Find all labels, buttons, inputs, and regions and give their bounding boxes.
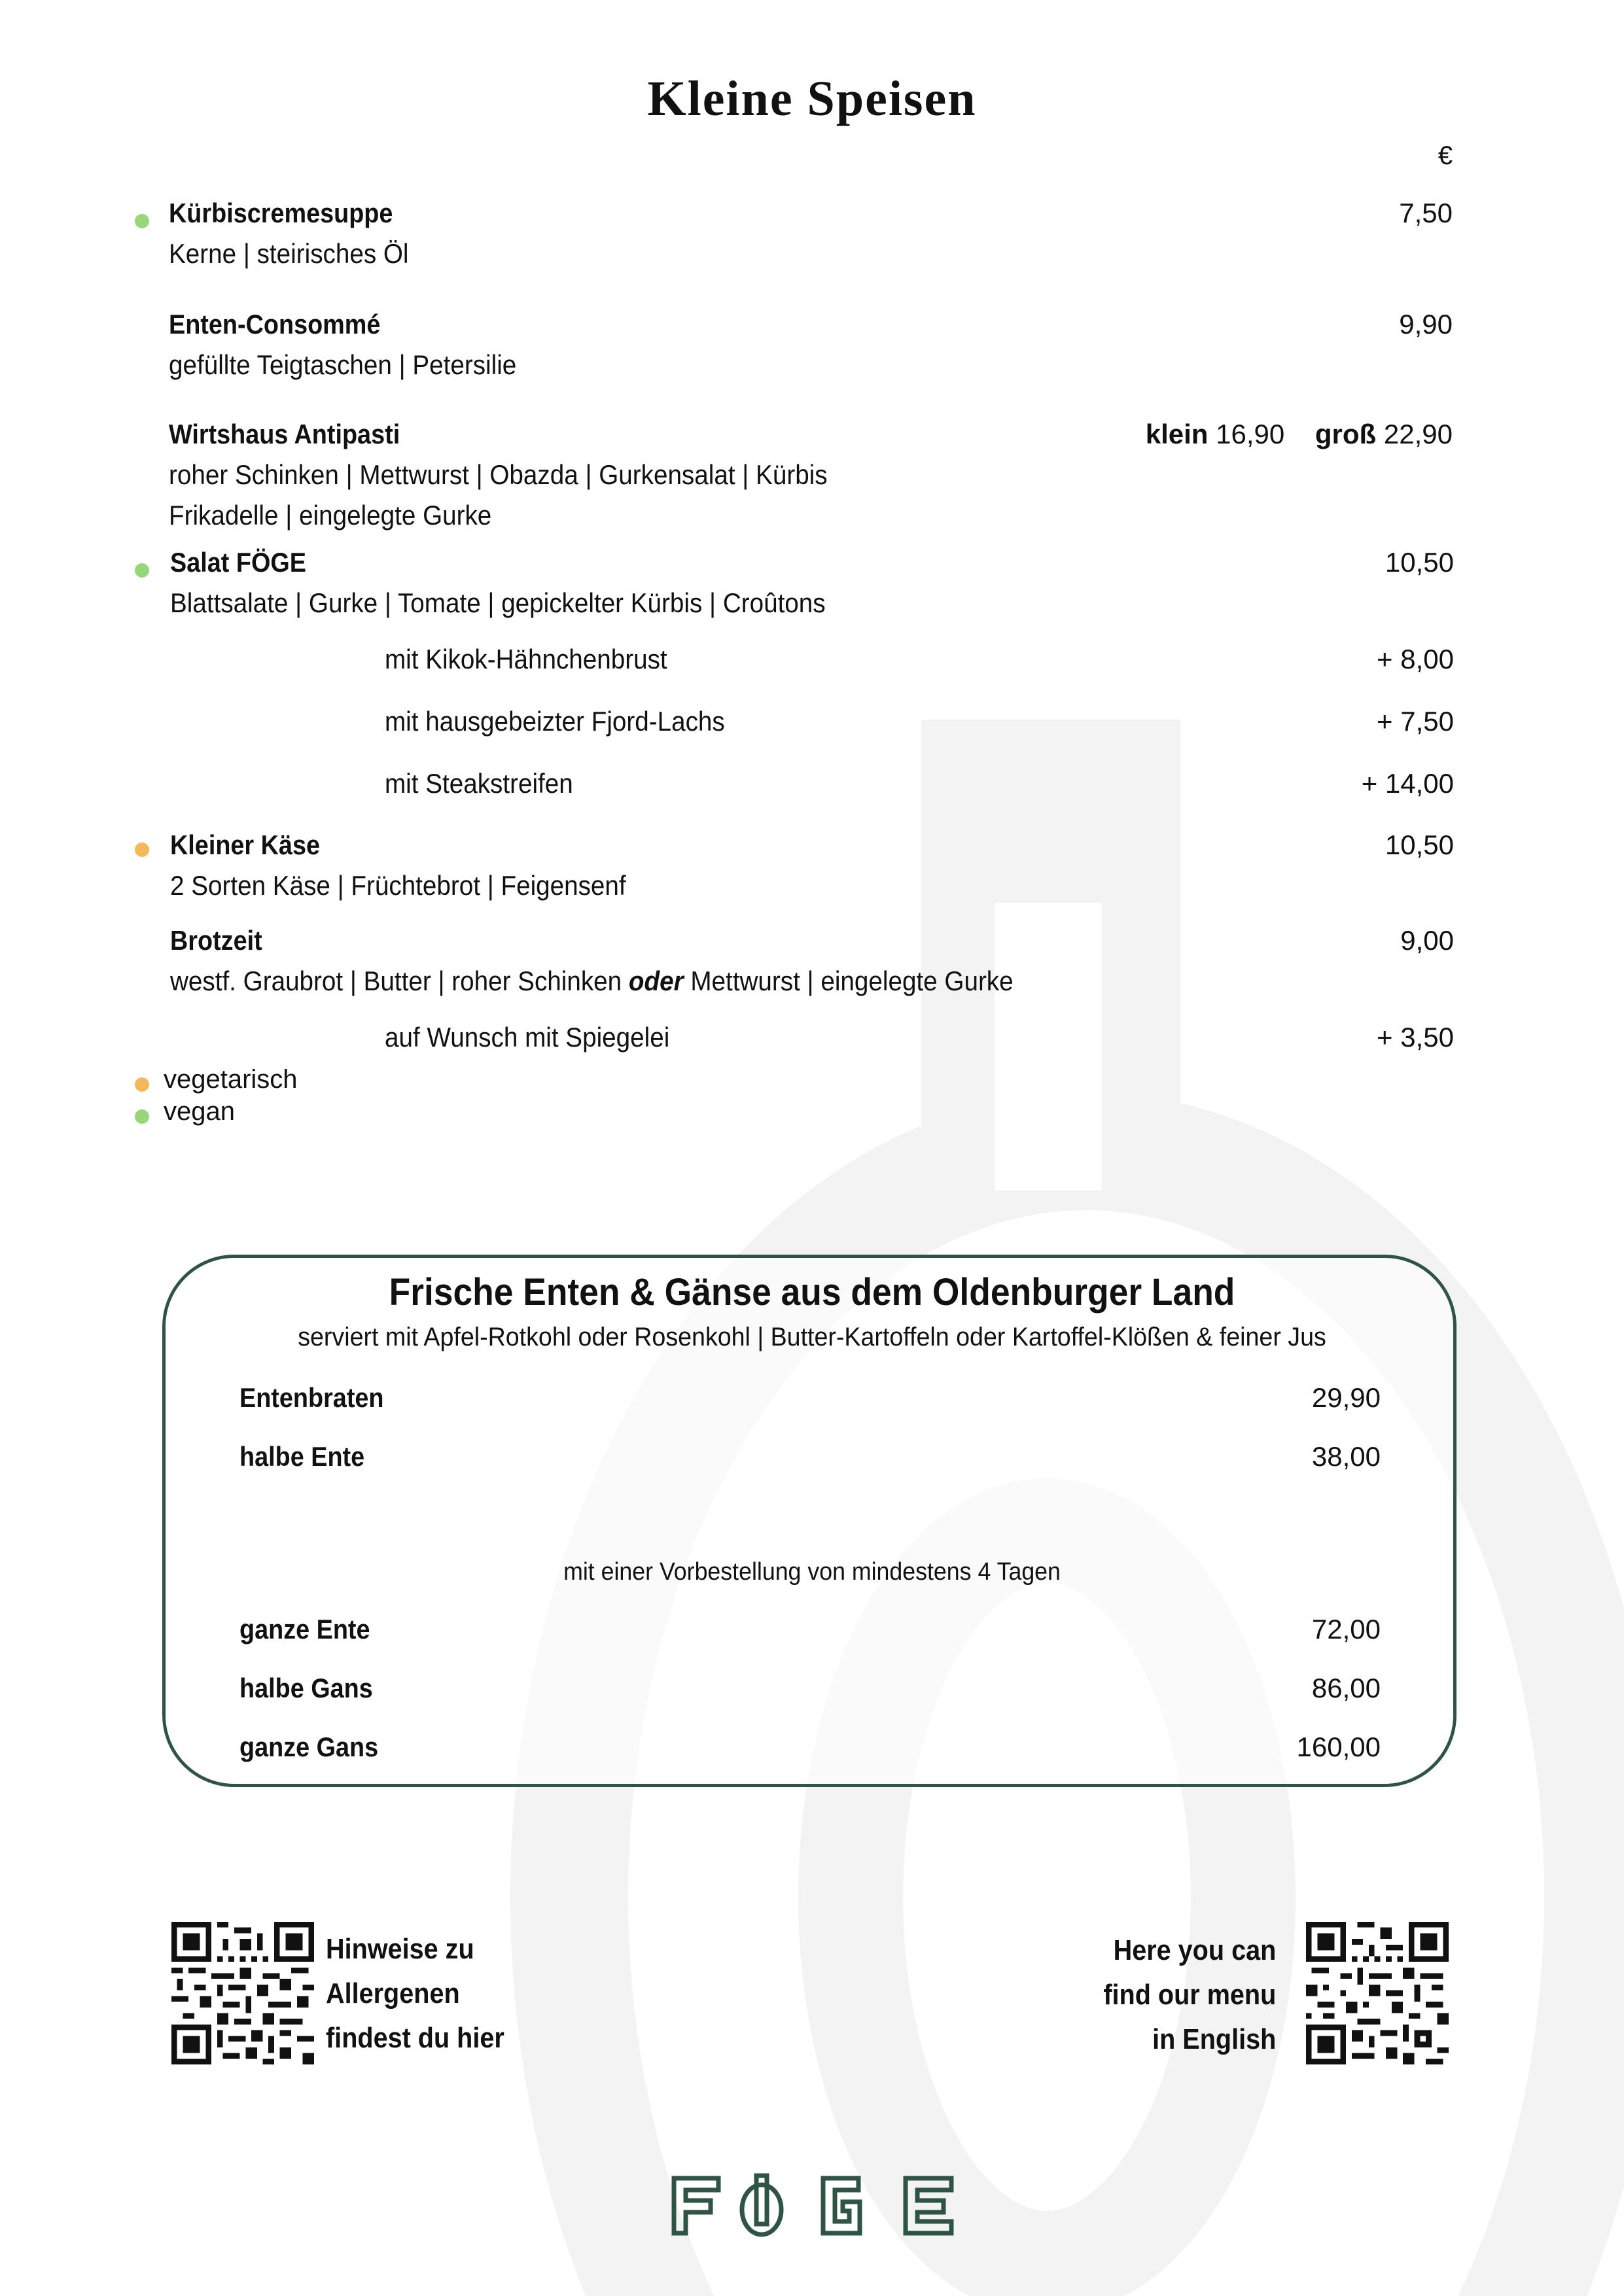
preorder-item-price: 86,00	[1311, 1673, 1381, 1703]
menu-item-name: Salat FÖGE	[170, 547, 306, 578]
vegetarian-marker-icon	[135, 843, 149, 857]
allergen-qr-code[interactable]	[171, 1922, 314, 2064]
size-small-label: klein	[1145, 419, 1209, 449]
vegan-marker-icon	[135, 214, 149, 228]
menu-item-price: 10,50	[1385, 547, 1454, 578]
english-menu-line: in English	[1152, 2023, 1276, 2055]
english-menu-line: Here you can	[1113, 1934, 1276, 1966]
description-emphasis: oder	[628, 965, 684, 996]
menu-item-price-sizes	[1146, 419, 1453, 450]
preorder-item-price: 160,00	[1296, 1731, 1381, 1762]
menu-item-name: Wirtshaus Antipasti	[169, 419, 400, 449]
preorder-item-price: 72,00	[1311, 1614, 1381, 1644]
addon-label: mit hausgebeizter Fjord-Lachs	[385, 706, 725, 737]
addon-price: + 14,00	[1361, 768, 1454, 799]
allergen-info-text	[326, 1927, 504, 2061]
special-item-name: halbe Ente	[239, 1441, 365, 1472]
preorder-note: mit einer Vorbestellung von mindestens 4 Tagen	[563, 1558, 1061, 1586]
menu-item-description	[170, 965, 1014, 997]
vegetarian-legend-icon	[135, 1077, 149, 1092]
menu-item-price: 7,50	[1399, 198, 1453, 228]
special-item-name: Entenbraten	[239, 1382, 384, 1413]
english-menu-text	[1103, 1928, 1276, 2062]
addon-label: mit Kikok-Hähnchenbrust	[385, 644, 667, 674]
menu-item-name: Enten-Consommé	[169, 309, 381, 339]
size-large-label: groß	[1315, 419, 1377, 449]
menu-item-description: 2 Sorten Käse | Früchtebrot | Feigensenf	[170, 870, 626, 901]
allergen-info-line: Hinweise zu	[326, 1933, 474, 1965]
legend-label: vegetarisch	[164, 1065, 298, 1094]
menu-item-description: Frikadelle | eingelegte Gurke	[169, 500, 492, 531]
menu-item-price: 9,00	[1400, 925, 1454, 956]
menu-item-price: 9,90	[1399, 309, 1453, 339]
menu-item-description: gefüllte Teigtaschen | Petersilie	[169, 349, 517, 380]
special-item-price: 29,90	[1311, 1382, 1381, 1413]
foege-logo	[669, 2173, 957, 2238]
preorder-item-name: ganze Ente	[239, 1614, 370, 1644]
menu-item-description: Kerne | steirisches Öl	[169, 238, 409, 269]
addon-price: + 8,00	[1377, 644, 1454, 674]
english-menu-line: find our menu	[1103, 1979, 1276, 2011]
page-title: Kleine Speisen	[647, 71, 977, 126]
description-part: westf. Graubrot | Butter | roher Schinken	[170, 965, 629, 996]
addon-label: auf Wunsch mit Spiegelei	[385, 1022, 670, 1052]
preorder-item-name: ganze Gans	[239, 1731, 379, 1762]
english-menu-qr-code[interactable]	[1306, 1922, 1449, 2064]
currency-label: €	[1438, 141, 1453, 170]
special-title: Frische Enten & Gänse aus dem Oldenburger Land	[389, 1271, 1235, 1313]
menu-item-description: roher Schinken | Mettwurst | Obazda | Gurkensalat | Kürbis	[169, 459, 828, 490]
description-part: Mettwurst | eingelegte Gurke	[683, 965, 1014, 996]
size-small-price: 16,90	[1216, 419, 1285, 449]
menu-item-description: Blattsalate | Gurke | Tomate | gepickelter Kürbis | Croûtons	[170, 587, 826, 618]
vegan-legend-icon	[135, 1109, 149, 1124]
preorder-item-name: halbe Gans	[239, 1673, 373, 1703]
allergen-info-line: findest du hier	[326, 2022, 504, 2054]
menu-item-name: Kleiner Käse	[170, 829, 321, 860]
addon-price: + 7,50	[1377, 706, 1454, 737]
menu-item-name: Kürbiscremesuppe	[169, 198, 393, 228]
special-item-price: 38,00	[1311, 1441, 1381, 1472]
addon-label: mit Steakstreifen	[385, 768, 573, 799]
menu-item-name: Brotzeit	[170, 925, 262, 956]
legend-label: vegan	[164, 1097, 235, 1126]
menu-item-price: 10,50	[1385, 829, 1454, 860]
special-subtitle: serviert mit Apfel-Rotkohl oder Rosenkohl | Butter-Kartoffeln oder Kartoffel-Klößen & feiner Jus	[298, 1323, 1326, 1351]
vegan-marker-icon	[135, 563, 149, 578]
allergen-info-line: Allergenen	[326, 1977, 460, 2009]
addon-price: + 3,50	[1377, 1022, 1454, 1052]
size-large-price: 22,90	[1383, 419, 1453, 449]
